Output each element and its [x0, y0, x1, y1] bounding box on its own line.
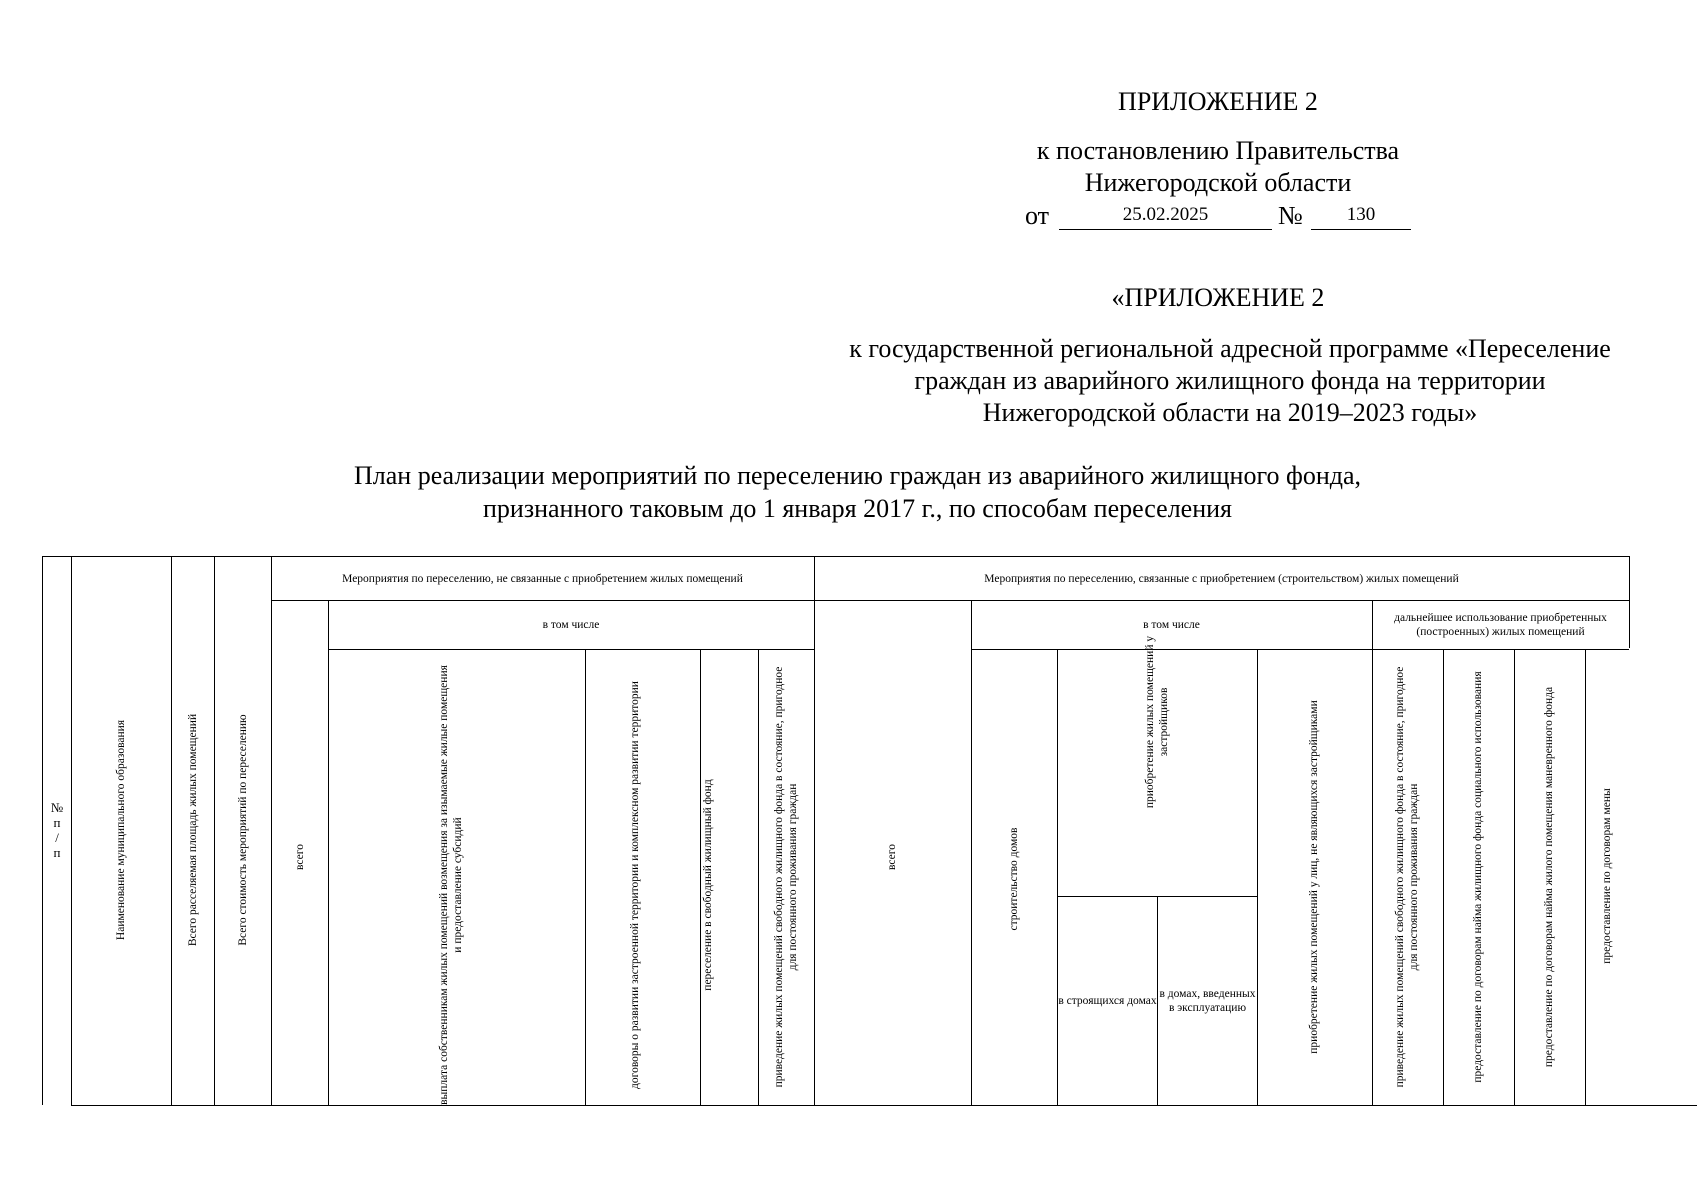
col-line-9 — [814, 556, 815, 1105]
social-lease-header: предоставление по договорам найма жилищного фонда социального использования — [1472, 671, 1484, 1083]
row-line-3b — [971, 649, 1629, 650]
free-housing-repair-header: приведение жилых помещений свободного жилищного фонда в состояние, пригодное для постоянного проживания граждан — [773, 666, 799, 1088]
col-line-15 — [1443, 649, 1444, 1105]
approval-line-1: к постановлению Правительства — [1036, 136, 1400, 165]
col-line-1 — [71, 556, 72, 1105]
construction-header: строительство домов — [1008, 827, 1020, 931]
date-value: 25.02.2025 — [1122, 204, 1209, 225]
including-2-header: в том числе — [1143, 619, 1200, 631]
col-line-10 — [971, 600, 972, 1105]
total-1-header: всего — [294, 844, 306, 870]
number-underline — [1311, 229, 1411, 230]
group-acquisition: Мероприятия по переселению, связанные с приобретением (строительством) жилых помещений — [984, 572, 1459, 585]
development-agreements-header: договоры о развитии застроенной территории и комплексном развитии территории — [629, 681, 641, 1089]
row-number-p2: п — [53, 845, 61, 860]
total-2-header: всего — [886, 844, 898, 870]
col-line-13 — [1257, 649, 1258, 1105]
exchange-header: предоставление по договорам мены — [1601, 788, 1613, 964]
row-line-3a — [328, 649, 814, 650]
col-line-16 — [1514, 649, 1515, 1105]
repair-acquired-header: приведение жилых помещений свободного жилищного фонда в состояние, пригодное для постоянного проживания граждан — [1394, 666, 1420, 1088]
date-prefix: от — [1025, 201, 1050, 230]
col-line-5 — [328, 600, 329, 1105]
under-construction-header: в строящихся домах — [1058, 995, 1157, 1007]
compensation-header: выплата собственникам жилых помещений возмещения за изымаемые жилые помещения и предоставление субсидий — [438, 665, 464, 1105]
col-line-17 — [1585, 649, 1586, 1105]
from-non-developers-header: приобретение жилых помещений у лиц, не являющихся застройщиками — [1308, 700, 1320, 1054]
row-number-header — [43, 790, 71, 870]
document-title-line-1: План реализации мероприятий по переселению граждан из аварийного жилищного фонда, — [353, 461, 1362, 490]
col-line-8 — [758, 649, 759, 1105]
appendix-line-2: граждан из аварийного жилищного фонда на территории — [914, 366, 1546, 395]
col-line-3 — [214, 556, 215, 1105]
appendix-line-1: к государственной региональной адресной программе «Переселение — [849, 334, 1611, 363]
municipality-header: Наименование муниципального образования — [115, 719, 127, 941]
number-prefix: № — [1278, 201, 1303, 230]
document-title-line-2: признанного таковым до 1 января 2017 г., по способам переселения — [482, 494, 1232, 523]
appendix-line-3: Нижегородской области на 2019–2023 годы» — [982, 398, 1478, 427]
from-developers-header: приобретение жилых помещений у застройщиков — [1144, 635, 1170, 809]
total-area-header: Всего расселяемая площадь жилых помещений — [187, 713, 199, 947]
maneuver-lease-header: предоставление по договорам найма жилого помещения маневренного фонда — [1543, 686, 1555, 1068]
in-operation-header: в домах, введенных в эксплуатацию — [1159, 988, 1256, 1014]
approval-heading: ПРИЛОЖЕНИЕ 2 — [1118, 87, 1318, 116]
row-number-p1: п — [53, 815, 61, 830]
further-use-header: дальнейшее использование приобретенных (построенных) жилых помещений — [1394, 612, 1607, 638]
col-line-18 — [1629, 556, 1630, 648]
appendix-heading: «ПРИЛОЖЕНИЕ 2 — [1111, 283, 1325, 312]
free-housing-header: переселение в свободный жилищный фонд — [702, 779, 714, 991]
including-1-header: в том числе — [542, 619, 600, 631]
row-number-symbol: № — [50, 800, 64, 815]
number-value: 130 — [1346, 204, 1376, 225]
col-line-14 — [1372, 600, 1373, 1105]
col-line-4 — [271, 556, 272, 1105]
group-not-acquisition: Мероприятия по переселению, не связанные с приобретением жилых помещений — [342, 572, 743, 585]
total-cost-header: Всего стоимость мероприятий по переселению — [237, 714, 249, 946]
col-line-6 — [585, 649, 586, 1105]
col-line-2 — [171, 556, 172, 1105]
date-underline — [1059, 229, 1272, 230]
row-number-slash: / — [55, 830, 59, 845]
approval-line-2: Нижегородской области — [1084, 168, 1352, 197]
